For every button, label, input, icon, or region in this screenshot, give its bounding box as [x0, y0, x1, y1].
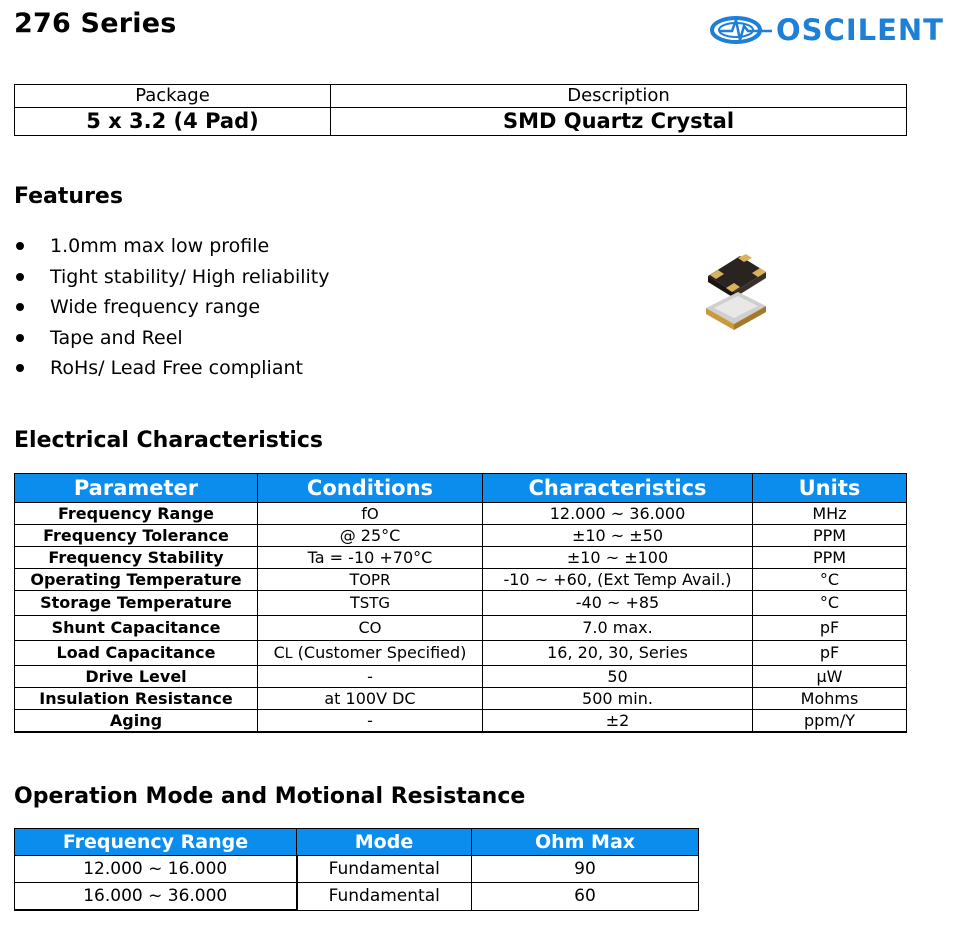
parameter-cell: Load Capacitance — [15, 641, 258, 666]
range-cell: 16.000 ~ 36.000 — [15, 883, 297, 911]
characteristic-cell: ±10 ~ ±50 — [483, 525, 753, 547]
table-row — [15, 856, 699, 883]
feature-item: Tape and Reel — [14, 324, 330, 355]
condition-cell: CO — [258, 616, 483, 641]
unit-cell: µW — [753, 666, 907, 688]
condition-cell: fO — [258, 503, 483, 525]
table-row — [15, 688, 907, 710]
characteristic-cell: -40 ~ +85 — [483, 591, 753, 616]
column-header-mode: Mode — [297, 829, 472, 856]
column-header-characteristics: Characteristics — [483, 474, 753, 503]
electrical-heading: Electrical Characteristics — [14, 428, 324, 453]
column-header-ohm-max: Ohm Max — [472, 829, 699, 856]
parameter-cell: Operating Temperature — [15, 569, 258, 591]
unit-cell: Mohms — [753, 688, 907, 710]
unit-cell: MHz — [753, 503, 907, 525]
feature-item: RoHs/ Lead Free compliant — [14, 354, 330, 385]
features-heading: Features — [14, 184, 123, 209]
characteristic-cell: 7.0 max. — [483, 616, 753, 641]
table-row — [15, 503, 907, 525]
unit-cell: PPM — [753, 547, 907, 569]
characteristic-cell: 12.000 ~ 36.000 — [483, 503, 753, 525]
parameter-cell: Aging — [15, 710, 258, 733]
condition-cell: @ 25°C — [258, 525, 483, 547]
unit-cell: PPM — [753, 525, 907, 547]
parameter-cell: Storage Temperature — [15, 591, 258, 616]
description-value: SMD Quartz Crystal — [331, 108, 907, 136]
page-title: 276 Series — [14, 8, 177, 39]
ohm-cell: 60 — [472, 883, 699, 911]
operation-mode-table — [14, 828, 699, 911]
column-header-conditions: Conditions — [258, 474, 483, 503]
package-table — [14, 84, 907, 136]
parameter-cell: Frequency Range — [15, 503, 258, 525]
oscilent-wave-logo-icon — [710, 12, 776, 48]
ohm-cell: 90 — [472, 856, 699, 883]
characteristic-cell: 16, 20, 30, Series — [483, 641, 753, 666]
table-row — [15, 883, 699, 911]
unit-cell: ppm/Y — [753, 710, 907, 733]
condition-cell: TSTG — [258, 591, 483, 616]
parameter-cell: Frequency Stability — [15, 547, 258, 569]
feature-item: 1.0mm max low profile — [14, 232, 330, 263]
feature-item: Tight stability/ High reliability — [14, 263, 330, 294]
column-header-frequency-range: Frequency Range — [15, 829, 297, 856]
table-row — [15, 591, 907, 616]
mode-cell: Fundamental — [297, 856, 472, 883]
column-header-parameter: Parameter — [15, 474, 258, 503]
mode-cell: Fundamental — [297, 883, 472, 911]
unit-cell: pF — [753, 641, 907, 666]
table-row — [15, 616, 907, 641]
feature-item: Wide frequency range — [14, 293, 330, 324]
smd-crystal-photo-icon — [700, 252, 772, 332]
characteristic-cell: 500 min. — [483, 688, 753, 710]
unit-cell: °C — [753, 569, 907, 591]
condition-cell: - — [258, 666, 483, 688]
table-row — [15, 641, 907, 666]
column-header-units: Units — [753, 474, 907, 503]
condition-cell: CL (Customer Specified) — [258, 641, 483, 666]
table-row — [15, 666, 907, 688]
table-row — [15, 525, 907, 547]
brand-name: OSCILENT — [776, 13, 944, 47]
condition-cell: TOPR — [258, 569, 483, 591]
condition-cell: Ta = -10 +70°C — [258, 547, 483, 569]
characteristic-cell: ±2 — [483, 710, 753, 733]
table-row — [15, 710, 907, 733]
parameter-cell: Shunt Capacitance — [15, 616, 258, 641]
range-cell: 12.000 ~ 16.000 — [15, 856, 297, 883]
table-row — [15, 569, 907, 591]
parameter-cell: Insulation Resistance — [15, 688, 258, 710]
description-header: Description — [331, 85, 907, 108]
package-value: 5 x 3.2 (4 Pad) — [15, 108, 331, 136]
parameter-cell: Frequency Tolerance — [15, 525, 258, 547]
parameter-cell: Drive Level — [15, 666, 258, 688]
characteristic-cell: 50 — [483, 666, 753, 688]
features-list — [14, 232, 330, 385]
operation-mode-heading: Operation Mode and Motional Resistance — [14, 784, 526, 809]
unit-cell: °C — [753, 591, 907, 616]
characteristic-cell: -10 ~ +60, (Ext Temp Avail.) — [483, 569, 753, 591]
unit-cell: pF — [753, 616, 907, 641]
condition-cell: - — [258, 710, 483, 733]
condition-cell: at 100V DC — [258, 688, 483, 710]
table-row — [15, 547, 907, 569]
package-header: Package — [15, 85, 331, 108]
brand-logo — [710, 10, 950, 50]
electrical-table — [14, 473, 907, 733]
characteristic-cell: ±10 ~ ±100 — [483, 547, 753, 569]
